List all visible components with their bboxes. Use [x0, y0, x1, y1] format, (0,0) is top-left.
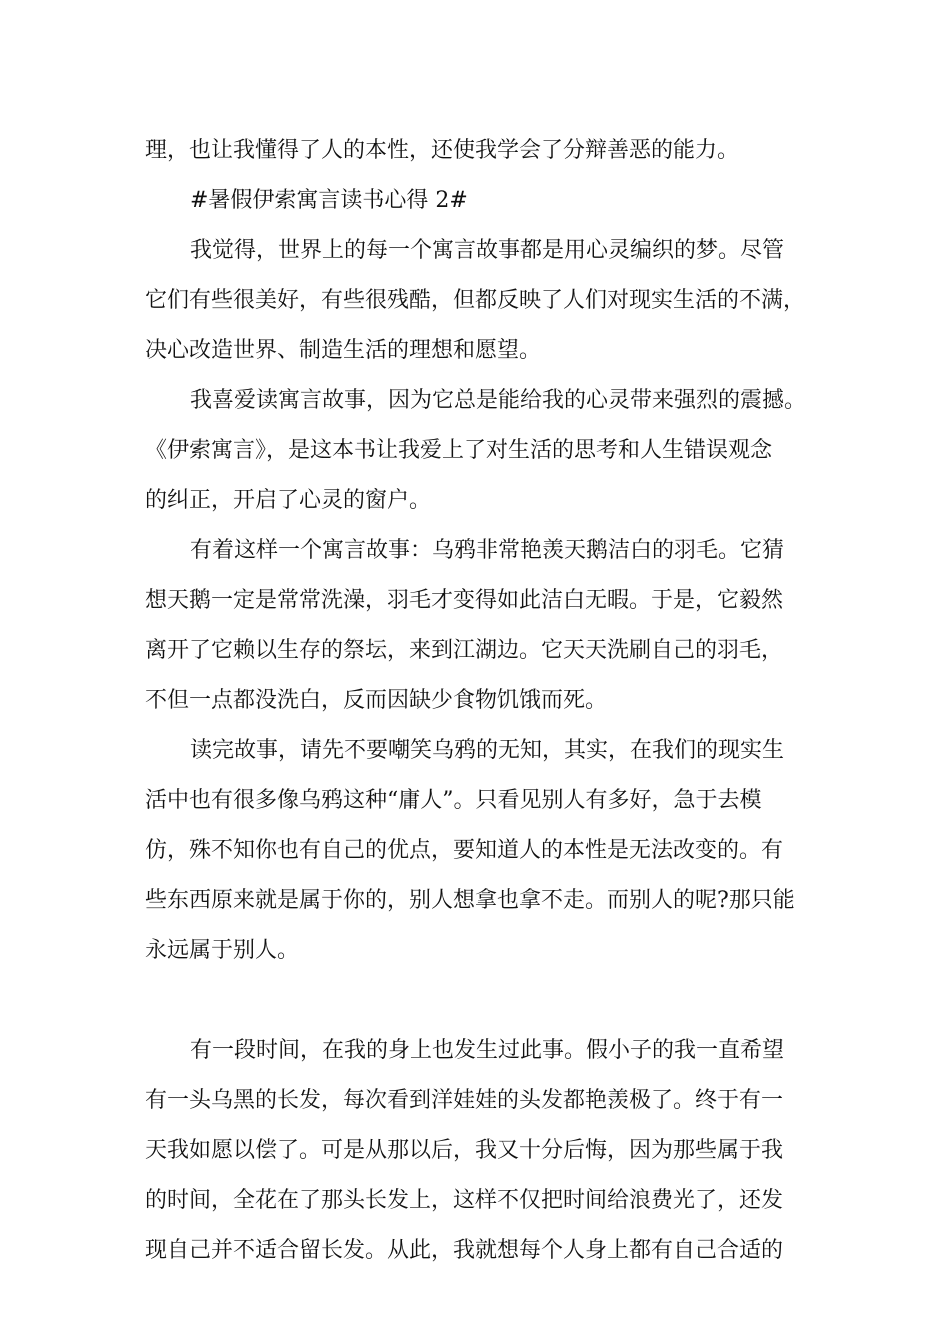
text-line: 有一头乌黑的长发，每次看到洋娃娃的头发都艳羡极了。终于有一 — [145, 1088, 784, 1113]
text-line: 想天鹅一定是常常洗澡，羽毛才变得如此洁白无暇。于是，它毅然 — [145, 588, 784, 613]
text-line: 的纠正，开启了心灵的窗户。 — [145, 488, 432, 513]
text-line: 现自己并不适合留长发。从此，我就想每个人身上都有自己合适的 — [145, 1238, 784, 1263]
text-line: 理，也让我懂得了人的本性，还使我学会了分辩善恶的能力。 — [145, 138, 740, 163]
text-line: 有着这样一个寓言故事：乌鸦非常艳羡天鹅洁白的羽毛。它猜 — [190, 538, 785, 563]
text-line: 永远属于别人。 — [145, 938, 300, 963]
text-line: 仿，殊不知你也有自己的优点，要知道人的本性是无法改变的。有 — [145, 838, 784, 863]
text-line: 我觉得，世界上的每一个寓言故事都是用心灵编织的梦。尽管 — [190, 238, 785, 263]
text-line: 读完故事，请先不要嘲笑乌鸦的无知，其实，在我们的现实生 — [190, 738, 785, 763]
text-line: 天我如愿以偿了。可是从那以后，我又十分后悔，因为那些属于我 — [145, 1138, 784, 1163]
text-line: 不但一点都没洗白，反而因缺少食物饥饿而死。 — [145, 688, 608, 713]
text-line: 我喜爱读寓言故事，因为它总是能给我的心灵带来强烈的震撼。 — [190, 388, 807, 413]
text-line: 决心改造世界、制造生活的理想和愿望。 — [145, 338, 542, 363]
text-line: 有一段时间，在我的身上也发生过此事。假小子的我一直希望 — [190, 1038, 785, 1063]
text-line: 些东西原来就是属于你的，别人想拿也拿不走。而别人的呢?那只能 — [145, 888, 795, 913]
text-line: 《伊索寓言》，是这本书让我爱上了对生活的思考和人生错误观念 — [145, 438, 773, 463]
text-line: 活中也有很多像乌鸦这种“庸人”。只看见别人有多好，急于去模 — [145, 788, 762, 813]
text-line: 它们有些很美好，有些很残酷，但都反映了人们对现实生活的不满， — [145, 288, 806, 313]
section-heading: #暑假伊索寓言读书心得 2# — [190, 188, 468, 213]
text-line: 的时间，全花在了那头长发上，这样不仅把时间给浪费光了，还发 — [145, 1188, 784, 1213]
text-line: 离开了它赖以生存的祭坛，来到江湖边。它天天洗刷自己的羽毛， — [145, 638, 784, 663]
